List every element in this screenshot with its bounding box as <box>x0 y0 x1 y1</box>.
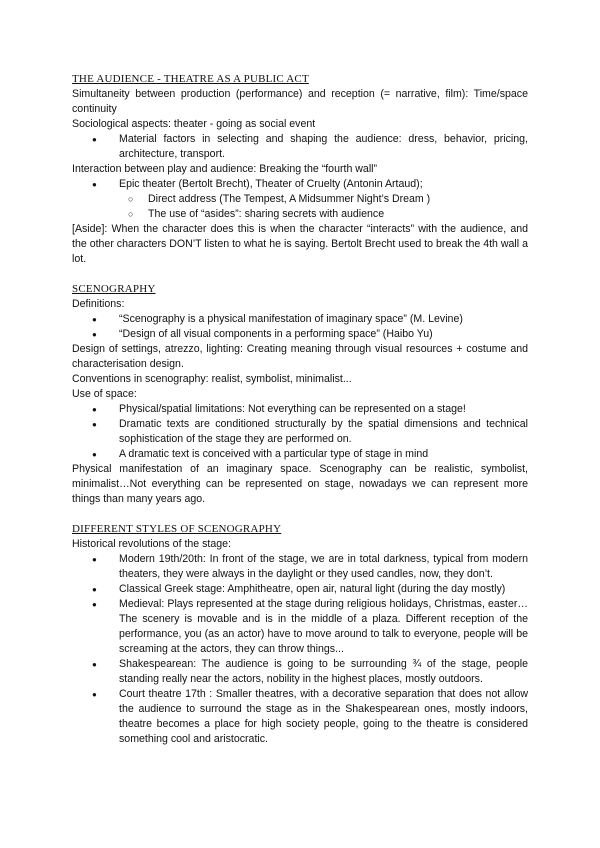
list-item: ● Dramatic texts are conditioned structurally by the spatial dimensions and technical sophistication of the stage they are performed on. <box>72 417 528 447</box>
list-item: ● A dramatic text is conceived with a particular type of stage in mind <box>72 447 528 462</box>
list-item: ● “Design of all visual components in a performing space” (Haibo Yu) <box>72 327 528 342</box>
sub-list-item: ○ Direct address (The Tempest, A Midsummer Night’s Dream ) <box>72 192 528 207</box>
list-item: ● Material factors in selecting and shaping the audience: dress, behavior, pricing, architecture, transport. <box>72 132 528 162</box>
paragraph: Simultaneity between production (performance) and reception (= narrative, film): Time/space continuity <box>72 88 528 115</box>
section-heading-styles: DIFFERENT STYLES OF SCENOGRAPHY <box>72 523 282 535</box>
bullet-list <box>72 177 528 192</box>
spacer <box>72 267 528 282</box>
paragraph: Use of space: <box>72 388 137 400</box>
paragraph: Interaction between play and audience: Breaking the “fourth wall” <box>72 163 378 175</box>
bullet-list <box>72 312 528 342</box>
list-item: ● Medieval: Plays represented at the stage during religious holidays, Christmas, easter… The scenery is movable and is in the middle of a plaza. Different reception of the performance, you (as an actor) have to move around to talk to everyone, people will be screaming at the actors, they can throw things... <box>72 597 528 657</box>
paragraph: Physical manifestation of an imaginary space. Scenography can be realistic, symbolist, minimalist…Not everything can be represented on stage, nowadays we can represent more things than many years ago. <box>72 463 528 505</box>
sub-bullet-list <box>72 192 528 222</box>
paragraph: Conventions in scenography: realist, symbolist, minimalist... <box>72 373 352 385</box>
paragraph: [Aside]: When the character does this is when the character “interacts” with the audience, and the other characters DON’T listen to what he is saying. Bertolt Brecht used to break the 4th wall a lot. <box>72 223 528 265</box>
list-item: ● “Scenography is a physical manifestation of imaginary space” (M. Levine) <box>72 312 528 327</box>
spacer <box>72 507 528 522</box>
section-heading-audience: THE AUDIENCE - THEATRE AS A PUBLIC ACT <box>72 73 309 85</box>
paragraph: Definitions: <box>72 298 125 310</box>
paragraph: Design of settings, atrezzo, lighting: Creating meaning through visual resources + costume and characterisation design. <box>72 343 528 370</box>
paragraph: Sociological aspects: theater - going as social event <box>72 118 316 130</box>
list-item: ● Physical/spatial limitations: Not everything can be represented on a stage! <box>72 402 528 417</box>
list-item: ● Court theatre 17th : Smaller theatres, with a decorative separation that does not allow the audience to surround the stage as in the Shakespearean ones, mostly indoors, theatre becomes a place for high society people, going to the theatre is considered something cool and aristocratic. <box>72 687 528 747</box>
section-heading-scenography: SCENOGRAPHY <box>72 283 156 295</box>
bullet-list <box>72 552 528 747</box>
bullet-list <box>72 132 528 162</box>
list-item: ● Shakespearean: The audience is going to be surrounding ¾ of the stage, people standing really near the actors, nobility in the highest places, mostly outdoors. <box>72 657 528 687</box>
document-page <box>72 72 528 747</box>
list-item: ● Modern 19th/20th: In front of the stage, we are in total darkness, typical from modern theaters, they were always in the daylight or they used candles, now, they don’t. <box>72 552 528 582</box>
list-item: ● Classical Greek stage: Amphitheatre, open air, natural light (during the day mostly) <box>72 582 528 597</box>
paragraph: Historical revolutions of the stage: <box>72 538 231 550</box>
list-item: ● Epic theater (Bertolt Brecht), Theater of Cruelty (Antonin Artaud); <box>72 177 528 192</box>
bullet-list <box>72 402 528 462</box>
sub-list-item: ○ The use of “asides”: sharing secrets with audience <box>72 207 528 222</box>
